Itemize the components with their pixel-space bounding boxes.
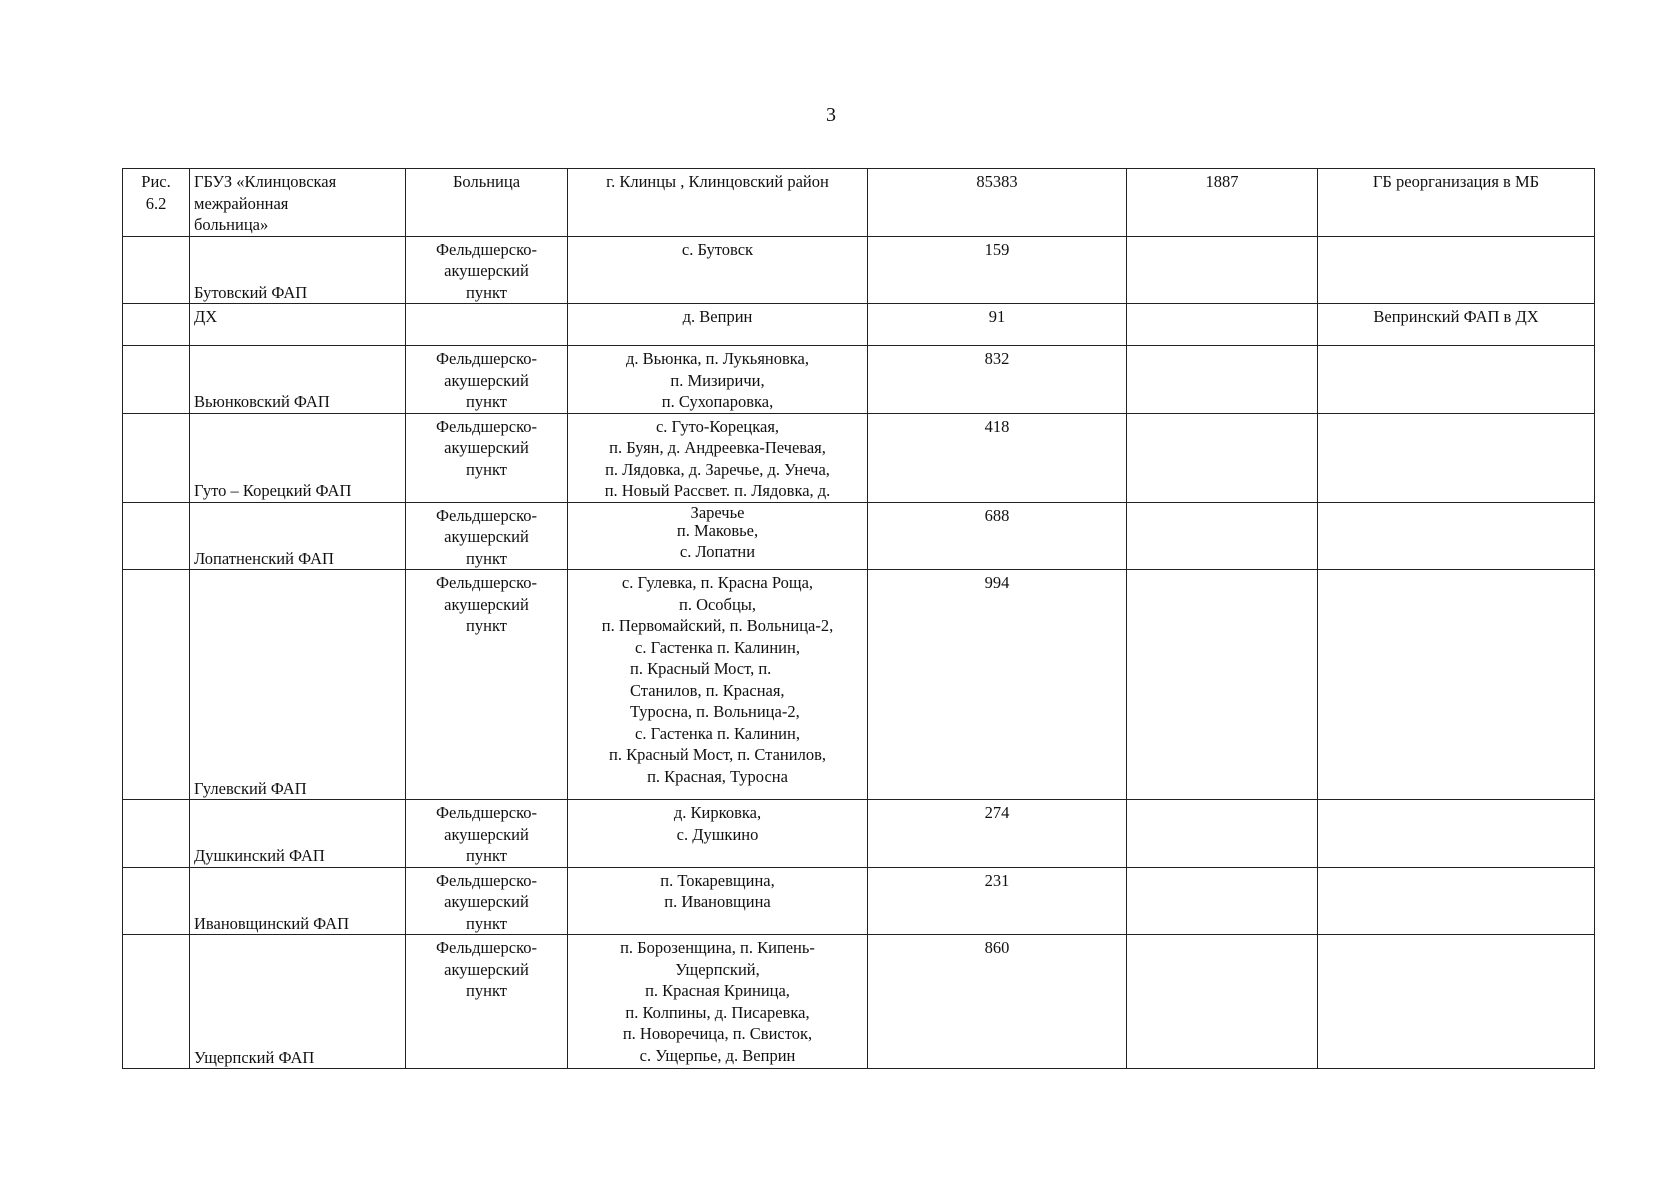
facility-type-cell (406, 867, 568, 935)
facility-name-cell (190, 867, 406, 935)
address-cell-line: п. Красная Криница, (645, 981, 790, 1000)
facility-type-cell-line: акушерский (444, 527, 529, 546)
year-cell (1127, 304, 1318, 346)
facility-type-cell-line: Фельдшерско- (435, 803, 538, 822)
address-cell-line: п. Особцы, (678, 594, 756, 614)
figure-cell (123, 800, 190, 868)
facility-type-cell-line: акушерский (444, 261, 529, 280)
address-cell-line: с. Гастенка п. Калинин, (635, 637, 800, 657)
year-cell (1127, 867, 1318, 935)
facility-name-cell (190, 800, 406, 868)
figure-cell (123, 236, 190, 304)
facility-name-cell-line: Бутовский ФАП (194, 282, 308, 302)
table-row (123, 236, 1595, 304)
year-cell (1127, 935, 1318, 1069)
facility-type-cell (406, 346, 568, 414)
facility-type-cell (406, 304, 568, 346)
table-row (123, 867, 1595, 935)
address-cell-line: п. Буян, д. Андреевка-Печевая, (609, 438, 826, 457)
address-cell-line: с. Гулевка, п. Красна Роща, (621, 573, 814, 592)
note-cell (1318, 502, 1595, 570)
address-cell (568, 169, 868, 237)
facility-type-cell-line: Фельдшерско- (435, 573, 538, 592)
facility-name-cell-line: Вьюнковский ФАП (194, 392, 330, 411)
facility-type-cell (406, 935, 568, 1069)
facility-name-cell-line: Душкинский ФАП (194, 846, 325, 865)
facility-type-cell-line: Фельдшерско- (435, 505, 538, 525)
address-cell-line: п. Новоречица, п. Свисток, (622, 1024, 813, 1043)
facility-type-cell-line: акушерский (444, 438, 529, 457)
note-cell (1318, 570, 1595, 800)
facility-type-cell-line: акушерский (444, 594, 529, 614)
address-cell-line: п. Сухопаровка, (661, 392, 774, 411)
facility-type-cell-line: пункт (466, 282, 507, 302)
address-cell-line: с. Бутовск (681, 239, 754, 259)
facility-type-cell-line: акушерский (444, 824, 529, 844)
address-cell (568, 935, 868, 1069)
facility-type-cell (406, 413, 568, 502)
note-cell (1318, 867, 1595, 935)
population-cell: 418 (868, 413, 1127, 502)
note-cell (1318, 346, 1595, 414)
table-row (123, 346, 1595, 414)
population-cell: 231 (868, 867, 1127, 935)
address-cell-line: д. Веприн (682, 307, 753, 326)
facility-type-cell-line: акушерский (444, 892, 529, 911)
facility-name-cell-line: ГБУЗ «Клинцовская (194, 172, 337, 191)
year-cell (1127, 800, 1318, 868)
facility-type-cell-line: пункт (466, 913, 507, 933)
population-cell: 994 (868, 570, 1127, 800)
figure-cell-line: Рис. (141, 172, 171, 191)
facility-type-cell-line: Больница (452, 172, 521, 191)
address-cell-line: Станилов, п. Красная, (630, 680, 785, 700)
facility-type-cell-line: Фельдшерско- (435, 349, 538, 368)
address-cell-line: Туросна, п. Вольница-2, (630, 702, 800, 721)
facility-name-cell (190, 346, 406, 414)
figure-cell (123, 304, 190, 346)
facility-name-cell (190, 570, 406, 800)
facility-name-cell (190, 502, 406, 570)
facility-type-cell-line: пункт (466, 459, 507, 479)
address-cell (568, 502, 868, 570)
address-cell-line: п. Ивановщина (664, 892, 771, 911)
facility-type-cell-line: пункт (466, 846, 507, 865)
note-cell: ГБ реорганизация в МБ (1318, 169, 1595, 237)
address-cell-line: д. Кирковка, (673, 803, 762, 822)
address-cell-line: п. Маковье, (676, 520, 759, 540)
facility-type-cell (406, 236, 568, 304)
table-row (123, 935, 1595, 1069)
address-cell-line: с. Душкино (676, 824, 759, 844)
figure-cell (123, 570, 190, 800)
facility-type-cell (406, 169, 568, 237)
year-cell: 1887 (1127, 169, 1318, 237)
page-number: 3 (826, 104, 836, 126)
population-cell: 832 (868, 346, 1127, 414)
facility-name-cell-line: Лопатненский ФАП (194, 548, 334, 568)
table-row (123, 413, 1595, 502)
address-cell-line: п. Токаревщина, (660, 870, 775, 890)
facility-type-cell-line: Фельдшерско- (435, 416, 538, 436)
address-cell-line: п. Борозенщина, п. Кипень- (620, 938, 815, 957)
year-cell (1127, 570, 1318, 800)
facility-name-cell (190, 304, 406, 346)
population-cell: 85383 (868, 169, 1127, 237)
address-cell-line: с. Гастенка п. Калинин, (635, 723, 800, 743)
address-cell-line: г. Клинцы , Клинцовский район (606, 172, 829, 191)
population-cell: 860 (868, 935, 1127, 1069)
address-cell (568, 867, 868, 935)
figure-cell (123, 935, 190, 1069)
address-cell-line: п. Лядовка, д. Заречье, д. Унеча, (605, 459, 830, 479)
facility-name-cell-line: Гуто – Корецкий ФАП (194, 481, 352, 500)
facility-type-cell-line: Фельдшерско- (435, 239, 538, 259)
figure-cell (123, 346, 190, 414)
address-cell-line: п. Первомайский, п. Вольница-2, (601, 616, 834, 635)
table-row (123, 570, 1595, 800)
facility-name-cell (190, 169, 406, 237)
facility-type-cell-line: Фельдшерско- (435, 938, 538, 957)
address-cell-line: п. Красный Мост, п. Станилов, (609, 745, 826, 764)
facility-type-cell-line: пункт (466, 616, 507, 635)
figure-cell (123, 867, 190, 935)
note-cell (1318, 935, 1595, 1069)
facilities-table (122, 168, 1595, 1069)
table-row (123, 800, 1595, 868)
figure-cell-line: 6.2 (145, 193, 167, 213)
note-cell (1318, 800, 1595, 868)
address-cell-line: п. Мизиричи, (670, 370, 765, 390)
address-cell-line: с. Ущерпье, д. Веприн (639, 1045, 796, 1065)
facility-name-cell-line: Ущерпский ФАП (194, 1047, 315, 1067)
address-cell (568, 304, 868, 346)
facility-name-cell-line: больница» (194, 215, 269, 234)
address-cell-line: с. Гуто-Корецкая, (655, 416, 780, 436)
facility-type-cell (406, 800, 568, 868)
facility-type-cell-line: Фельдшерско- (435, 870, 538, 890)
note-cell (1318, 236, 1595, 304)
year-cell (1127, 502, 1318, 570)
facility-name-cell (190, 413, 406, 502)
address-cell-line: с. Лопатни (679, 542, 756, 561)
address-cell (568, 800, 868, 868)
facility-type-cell-line: пункт (466, 392, 507, 411)
table-row (123, 169, 1595, 237)
population-cell: 159 (868, 236, 1127, 304)
year-cell (1127, 236, 1318, 304)
address-cell-line: п. Красный Мост, п. (630, 659, 772, 678)
facility-name-cell-line: ДХ (194, 307, 218, 326)
address-cell-line: п. Красная, Туросна (647, 766, 788, 786)
facility-name-cell-line: Гулевский ФАП (194, 778, 307, 798)
address-cell (568, 236, 868, 304)
address-cell-line: Ущерпский, (675, 959, 760, 979)
note-cell: Вепринский ФАП в ДХ (1318, 304, 1595, 346)
figure-cell (123, 502, 190, 570)
facility-name-cell (190, 236, 406, 304)
table-row (123, 304, 1595, 346)
facility-type-cell-line: пункт (466, 981, 507, 1000)
facility-name-cell (190, 935, 406, 1069)
facility-type-cell (406, 570, 568, 800)
year-cell (1127, 346, 1318, 414)
table-body (123, 169, 1595, 1069)
table-row (123, 502, 1595, 570)
facility-name-cell-line: межрайонная (194, 193, 289, 213)
population-cell: 91 (868, 304, 1127, 346)
facility-type-cell (406, 502, 568, 570)
address-cell (568, 346, 868, 414)
facility-type-cell-line: акушерский (444, 959, 529, 979)
address-cell (568, 570, 868, 800)
figure-cell (123, 169, 190, 237)
facility-name-cell-line: Ивановщинский ФАП (194, 913, 350, 933)
population-cell: 688 (868, 502, 1127, 570)
address-cell-line: п. Новый Рассвет. п. Лядовка, д. (604, 481, 831, 500)
year-cell (1127, 413, 1318, 502)
address-cell-line: п. Колпины, д. Писаревка, (625, 1002, 810, 1022)
note-cell (1318, 413, 1595, 502)
facility-type-cell-line: пункт (466, 548, 507, 568)
facility-type-cell-line: акушерский (444, 370, 529, 390)
figure-cell (123, 413, 190, 502)
population-cell: 274 (868, 800, 1127, 868)
address-cell-line: д. Вьюнка, п. Лукьяновка, (626, 349, 809, 368)
address-cell (568, 413, 868, 502)
address-cell-line: Заречье (690, 502, 745, 522)
